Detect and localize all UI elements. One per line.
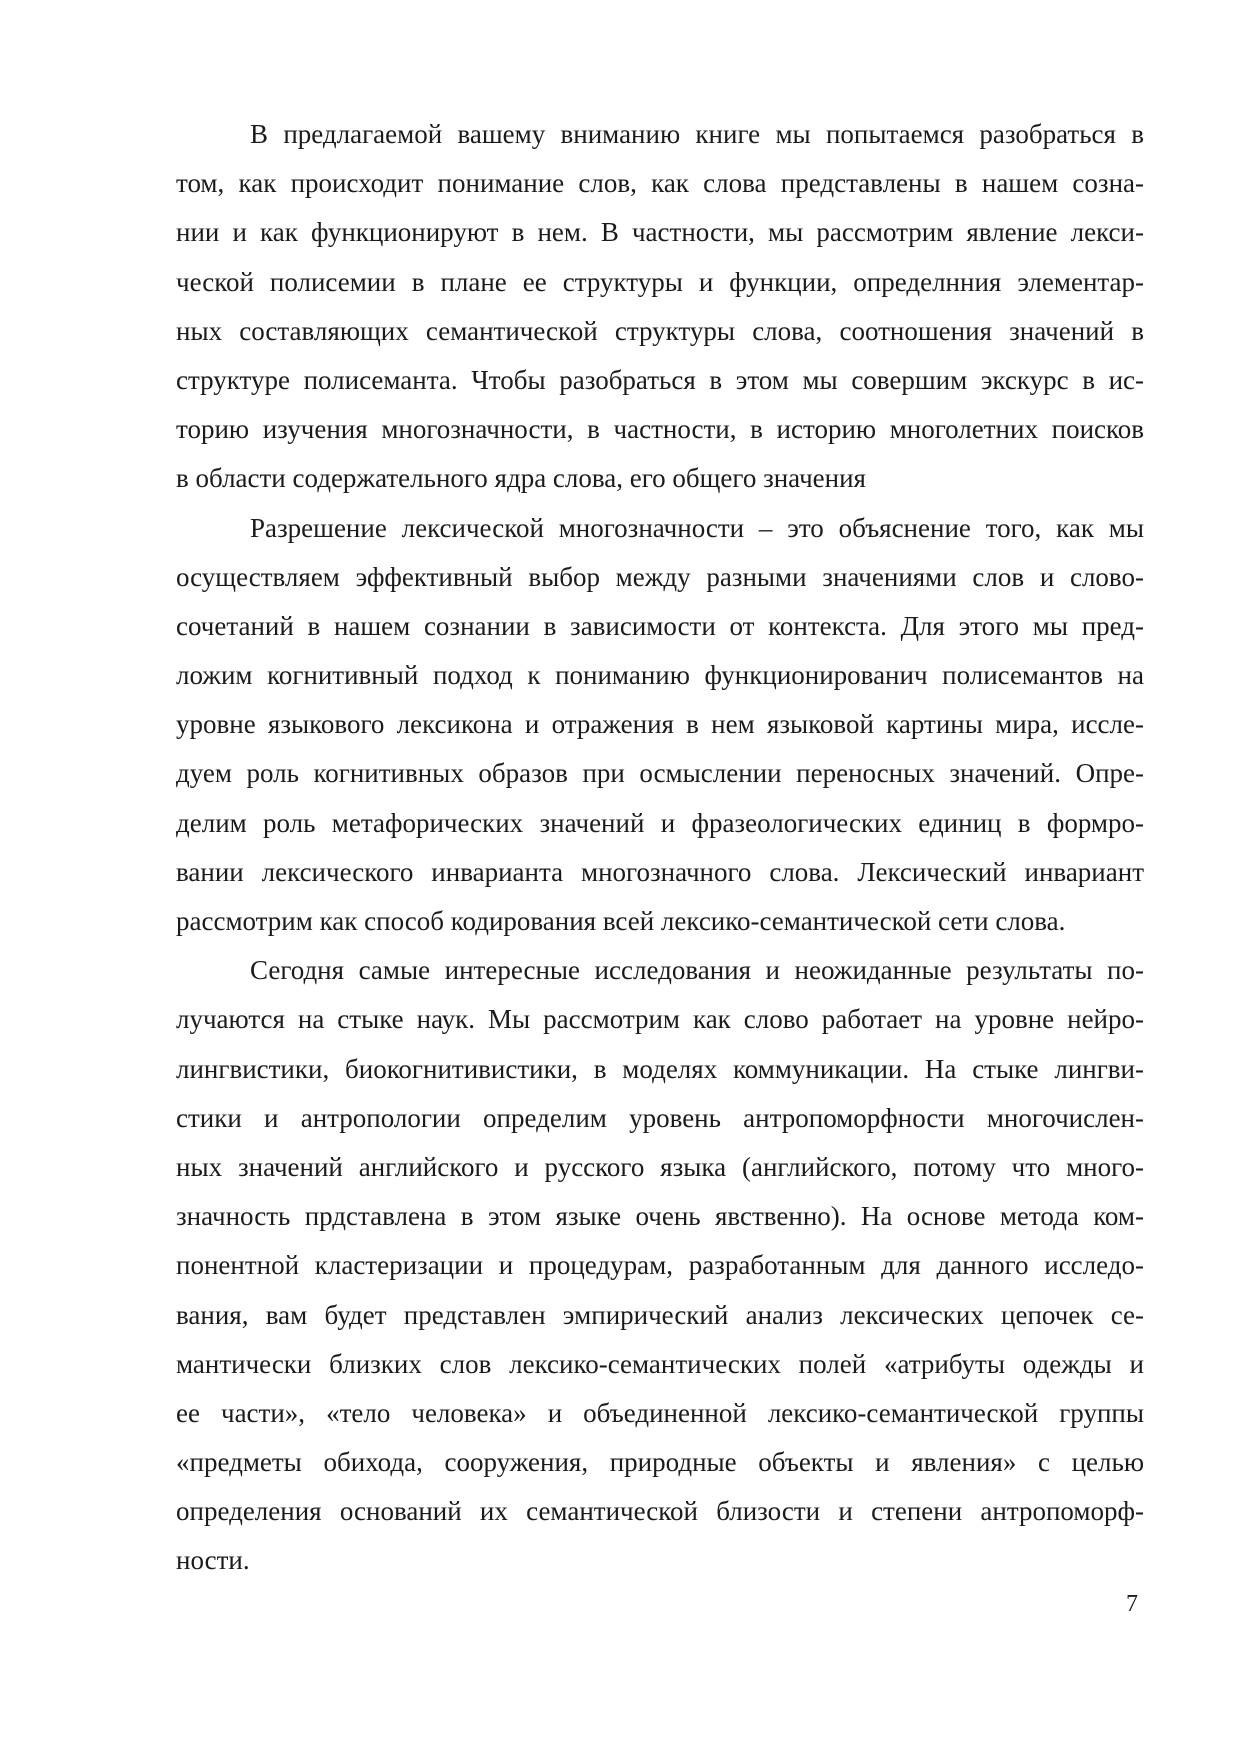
text-line: ее части», «тело человека» и объединенной лексико-семантической группы	[176, 1397, 1144, 1428]
text-line: ности.	[176, 1545, 250, 1576]
text-line: стики и антропологии определим уровень антропоморфности многочислен-	[176, 1102, 1144, 1133]
text-line: осуществляем эффективный выбор между разными значениями слов и слово-	[176, 561, 1144, 592]
text-line: ных значений английского и русского языка (английского, потому что много-	[176, 1151, 1144, 1182]
text-line: сочетаний в нашем сознании в зависимости от контекста. Для этого мы пред-	[176, 610, 1144, 641]
text-line: структуре полисеманта. Чтобы разобраться в этом мы совершим экскурс в ис-	[176, 364, 1144, 395]
text-line: вания, вам будет представлен эмпирический анализ лексических цепочек се-	[176, 1299, 1144, 1330]
text-line: торию изучения многозначности, в частности, в историю многолетних поисков	[176, 414, 1144, 445]
text-line: Разрешение лексической многозначности – это объяснение того, как мы	[250, 512, 1144, 543]
text-line: ческой полисемии в плане ее структуры и функции, определнния элементар-	[176, 266, 1144, 297]
text-line: рассмотрим как способ кодирования всей лексико-семантической сети слова.	[176, 906, 1066, 936]
text-line: нии и как функционируют в нем. В частности, мы рассмотрим явление лекси-	[176, 217, 1144, 248]
page-number: 7	[1126, 1591, 1138, 1617]
paragraph-1	[176, 110, 1144, 504]
paragraph-2	[176, 504, 1144, 947]
text-line: уровне языкового лексикона и отражения в нем языковой картины мира, иссле-	[176, 709, 1144, 740]
text-line: понентной кластеризации и процедурам, разработанным для данного исследо-	[176, 1250, 1144, 1281]
text-line: определения оснований их семантической близости и степени антропоморф-	[176, 1496, 1144, 1527]
text-line: ных составляющих семантической структуры слова, соотношения значений в	[176, 315, 1144, 346]
paragraph-3	[176, 946, 1144, 1585]
text-line: ложим когнитивный подход к пониманию функционированич полисемантов на	[176, 660, 1144, 691]
text-line: лингвистики, биокогнитивистики, в моделях коммуникации. На стыке лингви-	[176, 1053, 1144, 1084]
text-line: вании лексического инварианта многозначного слова. Лексический инвариант	[176, 856, 1144, 887]
text-line: лучаются на стыке наук. Мы рассмотрим как слово работает на уровне нейро-	[176, 1004, 1144, 1035]
text-line: «предметы обихода, сооружения, природные объекты и явления» с целью	[176, 1447, 1144, 1478]
text-line: Сегодня самые интересные исследования и неожиданные результаты по-	[250, 955, 1144, 986]
text-line: в области содержательного ядра слова, его общего значения	[176, 463, 866, 494]
text-line: делим роль метафорических значений и фразеологических единиц в формро-	[176, 807, 1144, 838]
text-line: В предлагаемой вашему вниманию книге мы попытаемся разобраться в	[250, 119, 1144, 149]
body-text	[176, 110, 1144, 1586]
text-line: значность прдставлена в этом языке очень явственно). На основе метода ком-	[176, 1201, 1144, 1232]
text-line: том, как происходит понимание слов, как слова представлены в нашем созна-	[176, 168, 1144, 199]
text-line: мантически близких слов лексико-семантических полей «атрибуты одежды и	[176, 1348, 1144, 1379]
text-line: дуем роль когнитивных образов при осмыслении переносных значений. Опре-	[176, 758, 1144, 789]
